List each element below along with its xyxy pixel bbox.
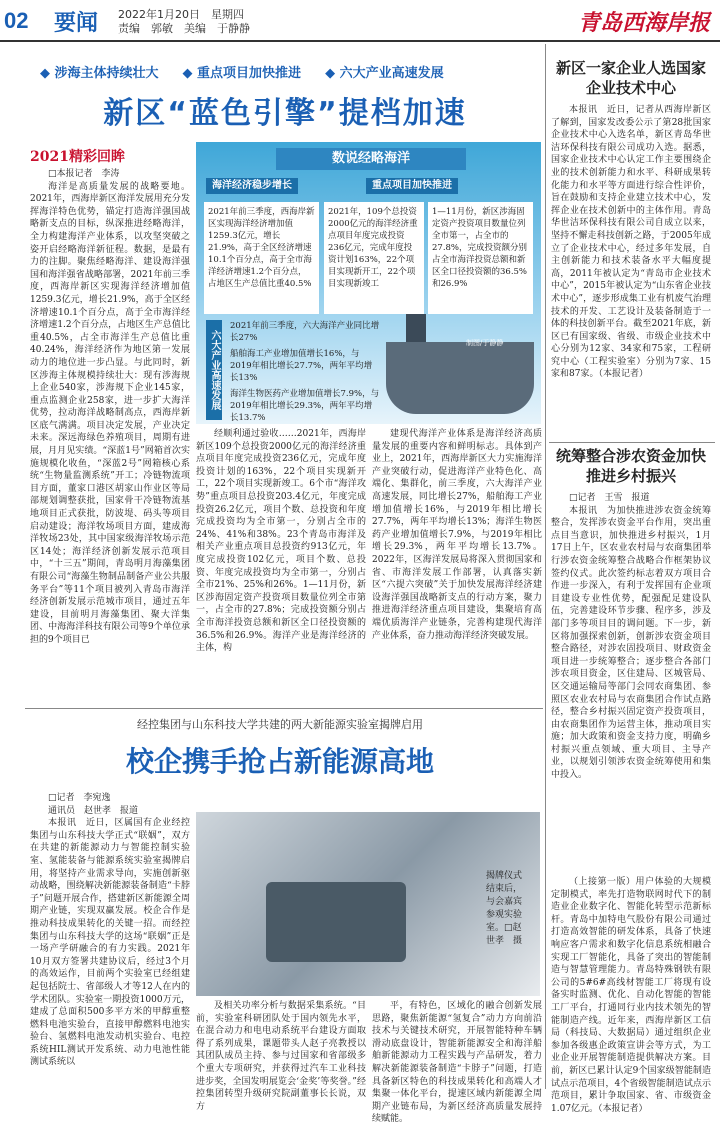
article-text-2: 及相关功率分析与数据采集系统。“目前，实验室科研团队处于国内领先水平，在混合动力和电电动系统平台建设方面取得了系列成果，课题带头人赵子亮教授以其团队成员主持、参与过国家和省部级多个重大专项研究，并获得过汽车工业科技进步奖，全国发明展览会‘金奖’等奖誉。”经控集团转型升级研究院副董事长长说，双方 bbox=[196, 1001, 366, 1112]
infographic-card-2: 2021年，109个总投资2000亿元的海洋经济重点项目年度完成投资236亿元，完成年度投资计划163%，22个项目实现新开工，22个项目实现新竣工 bbox=[324, 202, 424, 314]
article-text-3: 平，有特色，区域化的融合创新发展思路，聚焦新能源“氢复合”动力方向前沿技术与关键技术研究，开展智能特种车辆滑动底盘设计，智能新能源安全和海洋船舶新能源动力工程实践与产品研发，着力解决新能源装备制造“卡脖子”问题，打造具备新区特色的科技成果转化和高端人才集聚一体化平台，提速区域内新能源全周期产业链布局，为新区经济高质量发展持续赋能。 bbox=[372, 1001, 542, 1125]
issue-meta bbox=[118, 8, 250, 36]
infographic-h1: 海洋经济稳步增长 bbox=[206, 178, 298, 194]
photo-caption: 揭牌仪式结束后，与会嘉宾参观实验室。□赵世孝 摄 bbox=[486, 871, 523, 946]
divider bbox=[549, 442, 715, 443]
main-headline: 新区“蓝色引擎”提档加速 bbox=[103, 96, 467, 131]
article-headline: 校企携手抢占新能源高地 bbox=[125, 745, 434, 778]
ship-illustration bbox=[386, 342, 534, 414]
article-subtitle: 经控集团与山东科技大学共建的两大新能源实验室揭牌启用 bbox=[137, 718, 423, 731]
list-item: 船舶海工产业增加值增长16%，与2019年相比增长27.7%，两年平均增长13% bbox=[230, 349, 373, 383]
infographic-h2: 重点项目加快推进 bbox=[366, 178, 458, 194]
section-title: 要闻 bbox=[54, 11, 99, 36]
slogan-1: ◆ 涉海主体持续壮大 bbox=[40, 66, 159, 81]
infographic-credit: 制图/于静静 bbox=[466, 339, 504, 347]
newspaper-logo: 青岛西海岸报 bbox=[577, 10, 710, 36]
slogan-2: ◆ 重点项目加快推进 bbox=[182, 66, 302, 81]
slogan-row bbox=[40, 62, 520, 81]
masthead bbox=[0, 0, 720, 42]
lead-text-2: 经顺利通过验收……2021年，西海岸新区109个总投资2000亿元的海洋经济重点项目年度完成投资236亿元，完成年度投资计划的163%，22个项目实现新开工，22个项目实现新竣工。6个市“海洋攻势”重点项目总投资203.4亿元，年度完成投资26.2亿元，项目个数、总投资和年度完成投资均为全市第一，分别占全市的24%、41%和38%。23个青岛市海洋及相关产业重点项目总投资约913亿元，年度完成投资102亿元，项目个数、总投资、年度完成投资均为全市第一，分别占全市21%、25%和26%。1—11月份，新区涉海固定资产投资项目数量位列全市第一，占全市的27.8%；完成投资额分别占全市海洋投资总额和新区全口径投资额的36.5%和26.9%。海洋产业是海洋经济的主体，构 bbox=[196, 429, 366, 654]
lead-column-1 bbox=[30, 168, 190, 647]
list-item: 海洋生物医药产业增加值增长7.9%，与2019年相比增长29.3%，两年平均增长13.7% bbox=[230, 389, 380, 423]
engine-shape bbox=[266, 882, 406, 962]
infographic-title: 数说经略海洋 bbox=[276, 148, 466, 170]
right-column-2 bbox=[551, 492, 711, 872]
right-column-3 bbox=[551, 876, 711, 1114]
page-number: 02 bbox=[4, 8, 29, 33]
article-byline-1: □记者 李宛逸 bbox=[48, 793, 111, 803]
infographic-list bbox=[230, 320, 380, 428]
infographic-card-1: 2021年前三季度，西海岸新区实现海洋经济增加值1259.3亿元，增长21.9%，高于全区经济增速10.1个百分点，高于全市海洋经济增速1.2个百分点，占地区生产总值比重40.5% bbox=[204, 202, 319, 314]
column-divider bbox=[545, 44, 546, 1089]
infographic-side-label: 六大产业高速发展 bbox=[206, 320, 222, 420]
divider bbox=[25, 708, 543, 709]
article-text-1: 本报讯 近日，区属国有企业经控集团与山东科技大学正式“联姻”，双方在共建的新能源动力与智能控制实验室、氢能装备与能源系统实验室揭牌启用，将坚持产业需求导向，实施创新驱动战略，围绕解决新能源装备制造“卡脖子”问题开展合作，搭建新区新能源全周期产业链，实现双赢发展。校企合作是推动科技成果转化的关键一招。而经控集团与山东科技大学的这场“联姻”正是一场产学研融合的有力实践。2021年10月双方签署共建协议后，经过3个月的高效运作，目前两个实验室已经组建起包括院士、省部级人才等12人在内的学术团队。实验室一期投资1000万元，建成了总面积500多平方米的甲醇重整燃料电池实验台，直接甲醇燃料电池实验台、氢燃料电池发动机实验台、电控系统HIL测试开发系统、动力电池性能测试系统以 bbox=[30, 818, 190, 1068]
article-column-2 bbox=[196, 1000, 366, 1112]
right-text-3: （上接第一版）用户体验的大规模定制模式，率先打造物联网时代下的制造业企业数字化、智能化转型示范新标杆。青岛中加特电气股份有限公司通过打造高效智能的研发体系，具备了快速响应客户需求和数字化信息系统相融合实现工厂智能化，具备了突出的智能制造与智慧管理能力。青岛特殊钢铁有限公司的5#6#高线材智能工厂将现有设备实时监测、优化、自动化智能的智能工厂平台，打通同行业内技术领先的智能制造产线。近年来，西海岸新区工信局（科技局、大数据局）通过组织企业参加各级惠企政策宣讲会等方式，为工业企业开展智能制造提供解决方案。目前，新区已累计认定9个国家级智能制造试点示范项目，4个省级智能制造试点示范项目，累计争取国家、省、市级资金1.07亿元。（本报记者） bbox=[551, 877, 711, 1114]
right-text-2: 本报讯 为加快推进涉农资金统筹整合，发挥涉农资金平台作用，突出重点目当意识，加快推进乡村振兴，1月17日上午，区农业农村局与农商集团举行涉农资金统筹整合战略合作框架协议签约仪式。此次签约标志着双方项目合作进一步深入，有利于发挥国有企业项目建设专业性优势，配强配足建设队伍，完善建设环节步骤、程序多，涉及部门多等项目目的调问题。下一步，新区将加强探索创新，创新涉农资金项目整合路径，对涉农固投项目、财政资金项目进一步统筹整合；逐步整合各部门涉农项目资金，区住建局、区城管局、区交通运输局等部门会同农商集团、参照区农业农村局与农商集团合作试点路径，整合乡村振兴固定资产投资项目，由农商集团作为运营主体，推动项目实施；加大政策和资金支持力度，明确乡村振兴重点领域、重大项目、主导产业，以规划引领涉农资金统筹使用和集中投入。 bbox=[551, 505, 711, 781]
review-label: 2021精彩回眸 bbox=[30, 149, 125, 165]
infographic-card-3: 1—11月份，新区涉海固定资产投资项目数量位列全市第一，占全市的27.8%，完成投资额分别占全市海洋投资总额和新区全口径投资额的36.5%和26.9% bbox=[428, 202, 533, 314]
right-headline-2: 统筹整合涉农资金加快推进乡村振兴 bbox=[555, 447, 706, 485]
lead-text-1: 海洋是高质量发展的战略要地。2021年，西海岸新区海洋发展用充分发挥海洋特色优势，锚定打造海洋强国战略新支点的目标，纵深推进经略海洋，全力构建海洋产业体系，以攻坚突破之姿开启经略海洋新征程。数据，是最有力的注脚。聚焦经略海洋、建设海洋强国和海洋强省战略部署，2021年前三季度，西海岸新区实现海洋经济增加值1259.3亿元，增长21.9%，高于全区经济增速10.1个百分点，高于全市海洋经济增速1.2个百分点，占地区生产总值比重40.5%，占全市海洋生产总值比重40.24%，海洋经济作为地区第一发展动力的地位进一步凸显。与此同时，新区涉海主体规模持续壮大：现有涉海规上企业540家，涉海规下企业145家，重点监测企业258家，进一步扩大海洋优势，拉动海洋战略制高点，西海岸新区底气满满。项目决定发展，产业决定未来。深远海绿色养殖项目，周期有进展，月月见实绩。“深蓝1号”网箱首次实施规模化收鱼，“深蓝2号”网箱核心系统“生物量监测系统”开工；冷链物流项目方面，董家口港区胡家山作业区等局部规划调整获批，国家骨干冷链物流基地项目正式获批，防波堤、码头等项目启动建设；海洋牧场项目方面，建成海洋牧场23处，其中国家级海洋牧场示范区14处；海洋经济创新发展示范项目中，“十三五”期间，青岛明月海藻集团有限公司“海藻生物制品制备产业公共服务平台”等11个项目被列入青岛市海洋经济创新发展示范城市项目，通过五年建设，目前明月海藻集团、聚大洋集团、中海海洋科技有限公司等9个单位承担的9个项目已 bbox=[30, 181, 190, 645]
lead-text-3: 建现代海洋产业体系是海洋经济高质量发展的重要内容和鲜明标志。具体到产业上，2021年，西海岸新区大力实施海洋产业突破行动，促进海洋产业特色化、高端化、集群化，前三季度，六大海洋产业高速发展，同比增长27%，船舶海工产业增加值增长16%，与2019年相比增长27.7%，两年平均增长13%；海洋生物医药产业增加值增长7.9%，与2019年相比增长29.3%，两年平均增长13.7%。2022年，区海洋发展局将深入贯彻国家和省、市海洋发展工作部署，认真落实新区“六提六突破”关于加快发展海洋经济建设海洋强国战略新支点的行动方案，聚力推进海洋经济重点项目建设，集聚培育高端优质海洋产业链条，完善构建现代海洋产业体系，奋力推动海洋经济突破发展。 bbox=[372, 429, 542, 641]
lead-column-2 bbox=[196, 428, 366, 655]
right-headline-1: 新区一家企业人选国家企业技术中心 bbox=[555, 59, 706, 97]
list-item: 2021年前三季度，六大海洋产业同比增长27% bbox=[230, 321, 380, 343]
right-column-1 bbox=[551, 104, 711, 434]
right-byline-2: □记者 王雪 报道 bbox=[569, 493, 650, 503]
lead-column-3 bbox=[372, 428, 542, 642]
article-column-1 bbox=[30, 792, 190, 1092]
article-byline-2: 通讯员 赵世孝 报道 bbox=[48, 805, 139, 816]
article-column-3 bbox=[372, 1000, 542, 1125]
infographic bbox=[196, 142, 541, 424]
right-text-1: 本报讯 近日，记者从西海岸新区了解到，国家发改委公示了第28批国家企业技术中心入选名单，新区青岛华世洁环保科技有限公司成功入选。据悉，国家企业技术中心认定工作主要围绕企业的技术创新能力和水平、科研成果转化能力和水平等方面进行综合性评价，旨在鼓励和支持企业建立技术中心，发挥企业在技术创新中的主体作用。青岛华世洁环保科技有限公司自成立以来，坚持不懈走科技创新之路，于2005年成立了企业技术中心，经过多年发展，自主创新能力和技术装备水平大幅度提高，2011年被认定为“青岛市企业技术中心”，2015年被认定为“山东省企业技术中心”，逐步形成集工业有机废气治理技术的开发、工艺设计及装备制造于一体的科技创新平台。截至2021年底，新区已有国家级、省级、市级企业技术中心分别为12家、34家和75家，工程研究中心（工程实验室）分别为7家、15家和87家。（本报记者） bbox=[551, 105, 711, 380]
slogan-3: ◆ 六大产业高速发展 bbox=[325, 66, 444, 81]
editors: 责编 郭敏 美编 于静静 bbox=[118, 22, 250, 35]
review-byline: □本报记者 李涛 bbox=[48, 169, 120, 179]
issue-date: 2022年1月20日 星期四 bbox=[118, 8, 244, 21]
